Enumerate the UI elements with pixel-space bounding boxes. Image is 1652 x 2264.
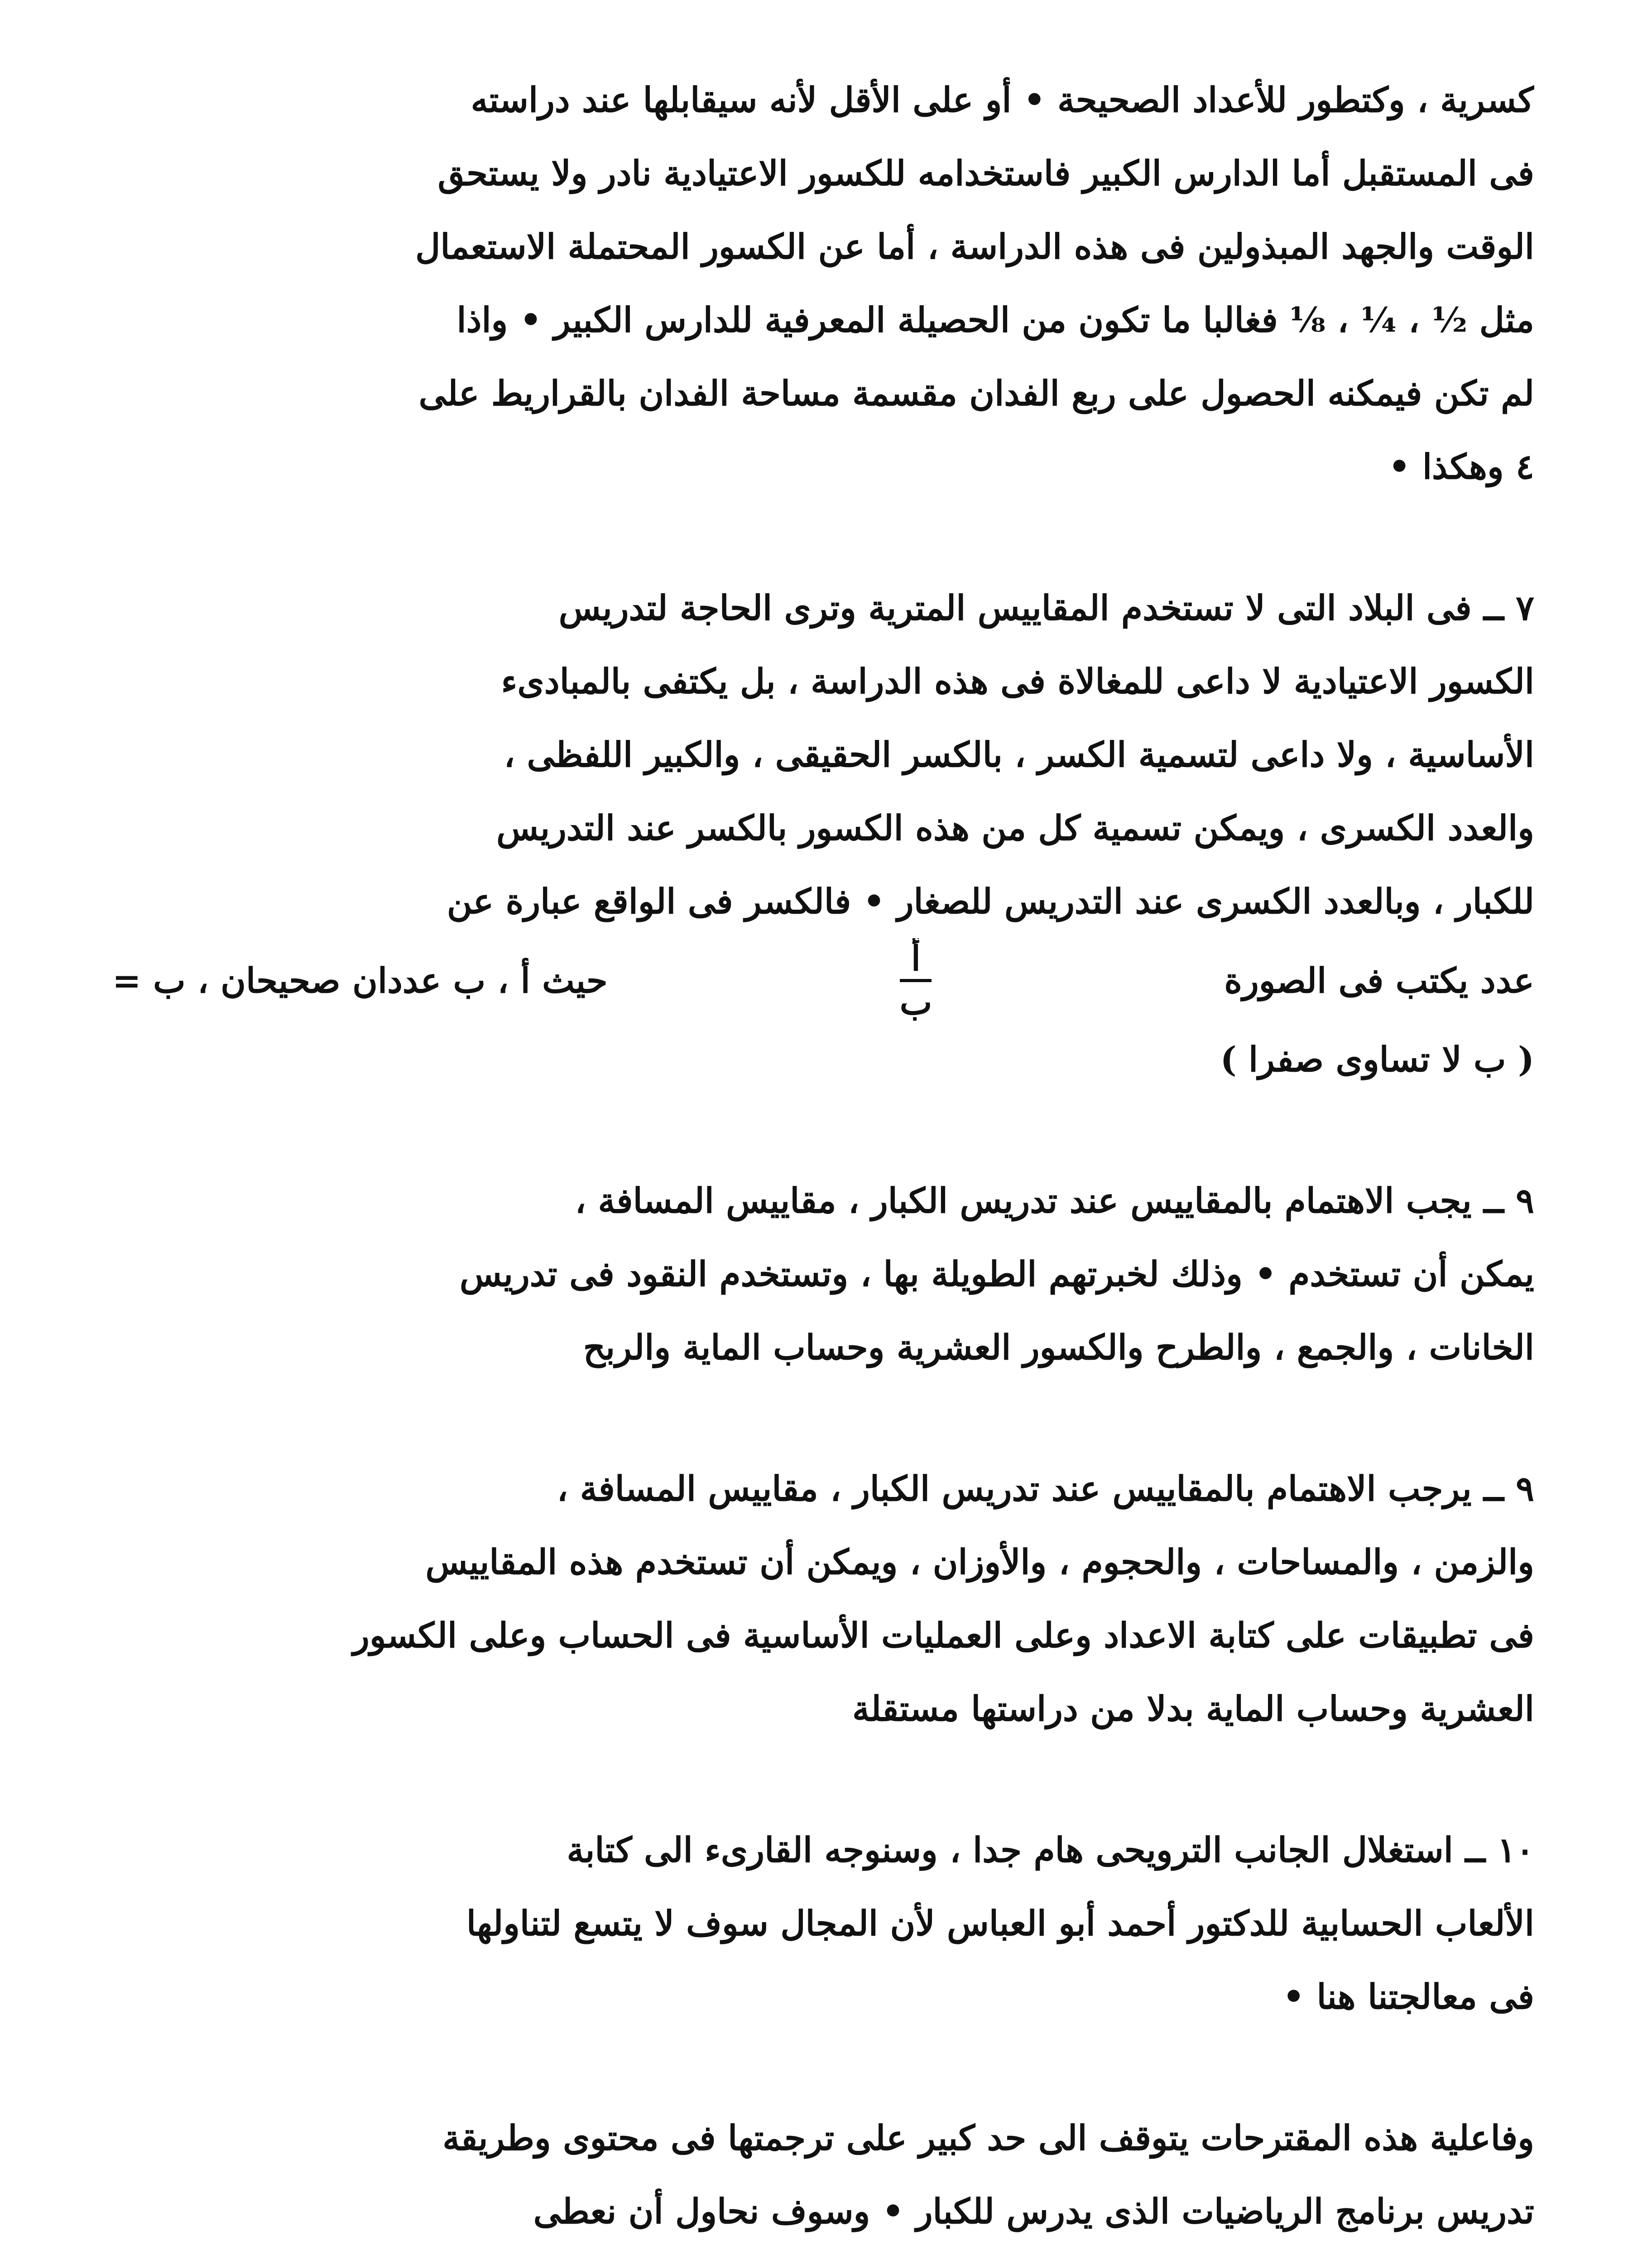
fraction-a-over-b	[895, 938, 937, 1023]
paragraph-item-10	[112, 1813, 1534, 2034]
text-line: ٤ وهكذا •	[1388, 446, 1534, 487]
fraction-bar	[900, 979, 932, 982]
text-line: الكسور الاعتيادية لا داعى للمغالاة فى هذه الدراسة ، بل يكتفى بالمبادىء	[501, 661, 1534, 701]
paragraph-closing	[112, 2101, 1534, 2264]
text-line: الخانات ، والجمع ، والطرح والكسور العشرية وحساب الماية والربح	[583, 1327, 1534, 1367]
text-line: ١٠ ــ استغلال الجانب الترويحى هام جدا ، وسنوجه القارىء الى كتابة	[567, 1830, 1534, 1870]
text-line: تدريس برنامج الرياضيات الذى يدرس للكبار • وسوف نحاول أن نعطى	[533, 2191, 1534, 2231]
paragraph-item-7	[112, 571, 1534, 1096]
paragraph-item-9b	[112, 1452, 1534, 1746]
text-line: ٧ ــ فى البلاد التى لا تستخدم المقاييس المترية وترى الحاجة لتدريس	[558, 588, 1534, 628]
text-line: ٩ ــ يجب الاهتمام بالمقاييس عند تدريس الكبار ، مقاييس المسافة ،	[575, 1180, 1534, 1221]
text-line: والعدد الكسرى ، ويمكن تسمية كل من هذه الكسور بالكسر عند التدريس	[496, 808, 1534, 848]
text-line: مثل ½ ، ¼ ، ⅛ فغالبا ما تكون من الحصيلة المعرفية للدارس الكبير • واذا	[456, 300, 1534, 340]
text-line: العشرية وحساب الماية بدلا من دراستها مستقلة	[852, 1688, 1534, 1729]
text-line: وفاعلية هذه المقترحات يتوقف الى حد كبير على ترجمتها فى محتوى وطريقة	[442, 2118, 1534, 2158]
fraction-denominator: ب	[899, 982, 932, 1022]
text-line: لم تكن فيمكنه الحصول على ربع الفدان مقسمة مساحة الفدان بالقراريط على	[418, 373, 1534, 413]
paragraph-item-9a	[112, 1164, 1534, 1384]
text-line: الأساسية ، ولا داعى لتسمية الكسر ، بالكسر الحقيقى ، والكبير اللفظى ،	[504, 734, 1534, 775]
paragraph-fractions	[112, 63, 1534, 504]
fraction-text-after: حيث أ ، ب عددان صحيحان ، ب =	[112, 960, 608, 1001]
text-line: كسرية ، وكتطور للأعداد الصحيحة • أو على الأقل لأنه سيقابلها عند دراسته	[471, 80, 1534, 120]
fraction-definition-line	[112, 938, 1534, 1023]
fraction-text-before: عدد يكتب فى الصورة	[1224, 960, 1534, 1001]
document-page	[112, 63, 1534, 2264]
fraction-numerator: أ	[911, 938, 921, 979]
text-line: ٩ ــ يرجب الاهتمام بالمقاييس عند تدريس الكبار ، مقاييس المسافة ،	[557, 1468, 1534, 1509]
text-line: فى المستقبل أما الدارس الكبير فاستخدامه للكسور الاعتيادية نادر ولا يستحق	[437, 153, 1534, 193]
text-line	[112, 2248, 1534, 2264]
text-line: يمكن أن تستخدم • وذلك لخبرتهم الطويلة بها ، وتستخدم النقود فى تدريس	[459, 1254, 1534, 1294]
text-line: الوقت والجهد المبذولين فى هذه الدراسة ، أما عن الكسور المحتملة الاستعمال	[415, 226, 1534, 267]
text-line: والزمن ، والمساحات ، والحجوم ، والأوزان ، ويمكن أن تستخدم هذه المقاييس	[425, 1542, 1534, 1582]
text-line: فى تطبيقات على كتابة الاعداد وعلى العمليات الأساسية فى الحساب وعلى الكسور	[353, 1615, 1534, 1655]
text-line: الألعاب الحسابية للدكتور أحمد أبو العباس لأن المجال سوف لا يتسع لتناولها	[466, 1903, 1534, 1943]
text-line: فى معالجتنا هنا •	[1282, 1976, 1534, 2017]
text-line: للكبار ، وبالعدد الكسرى عند التدريس للصغار • فالكسر فى الواقع عبارة عن	[447, 881, 1534, 921]
text-line: ( ب لا تساوى صفرا )	[1220, 1039, 1534, 1079]
